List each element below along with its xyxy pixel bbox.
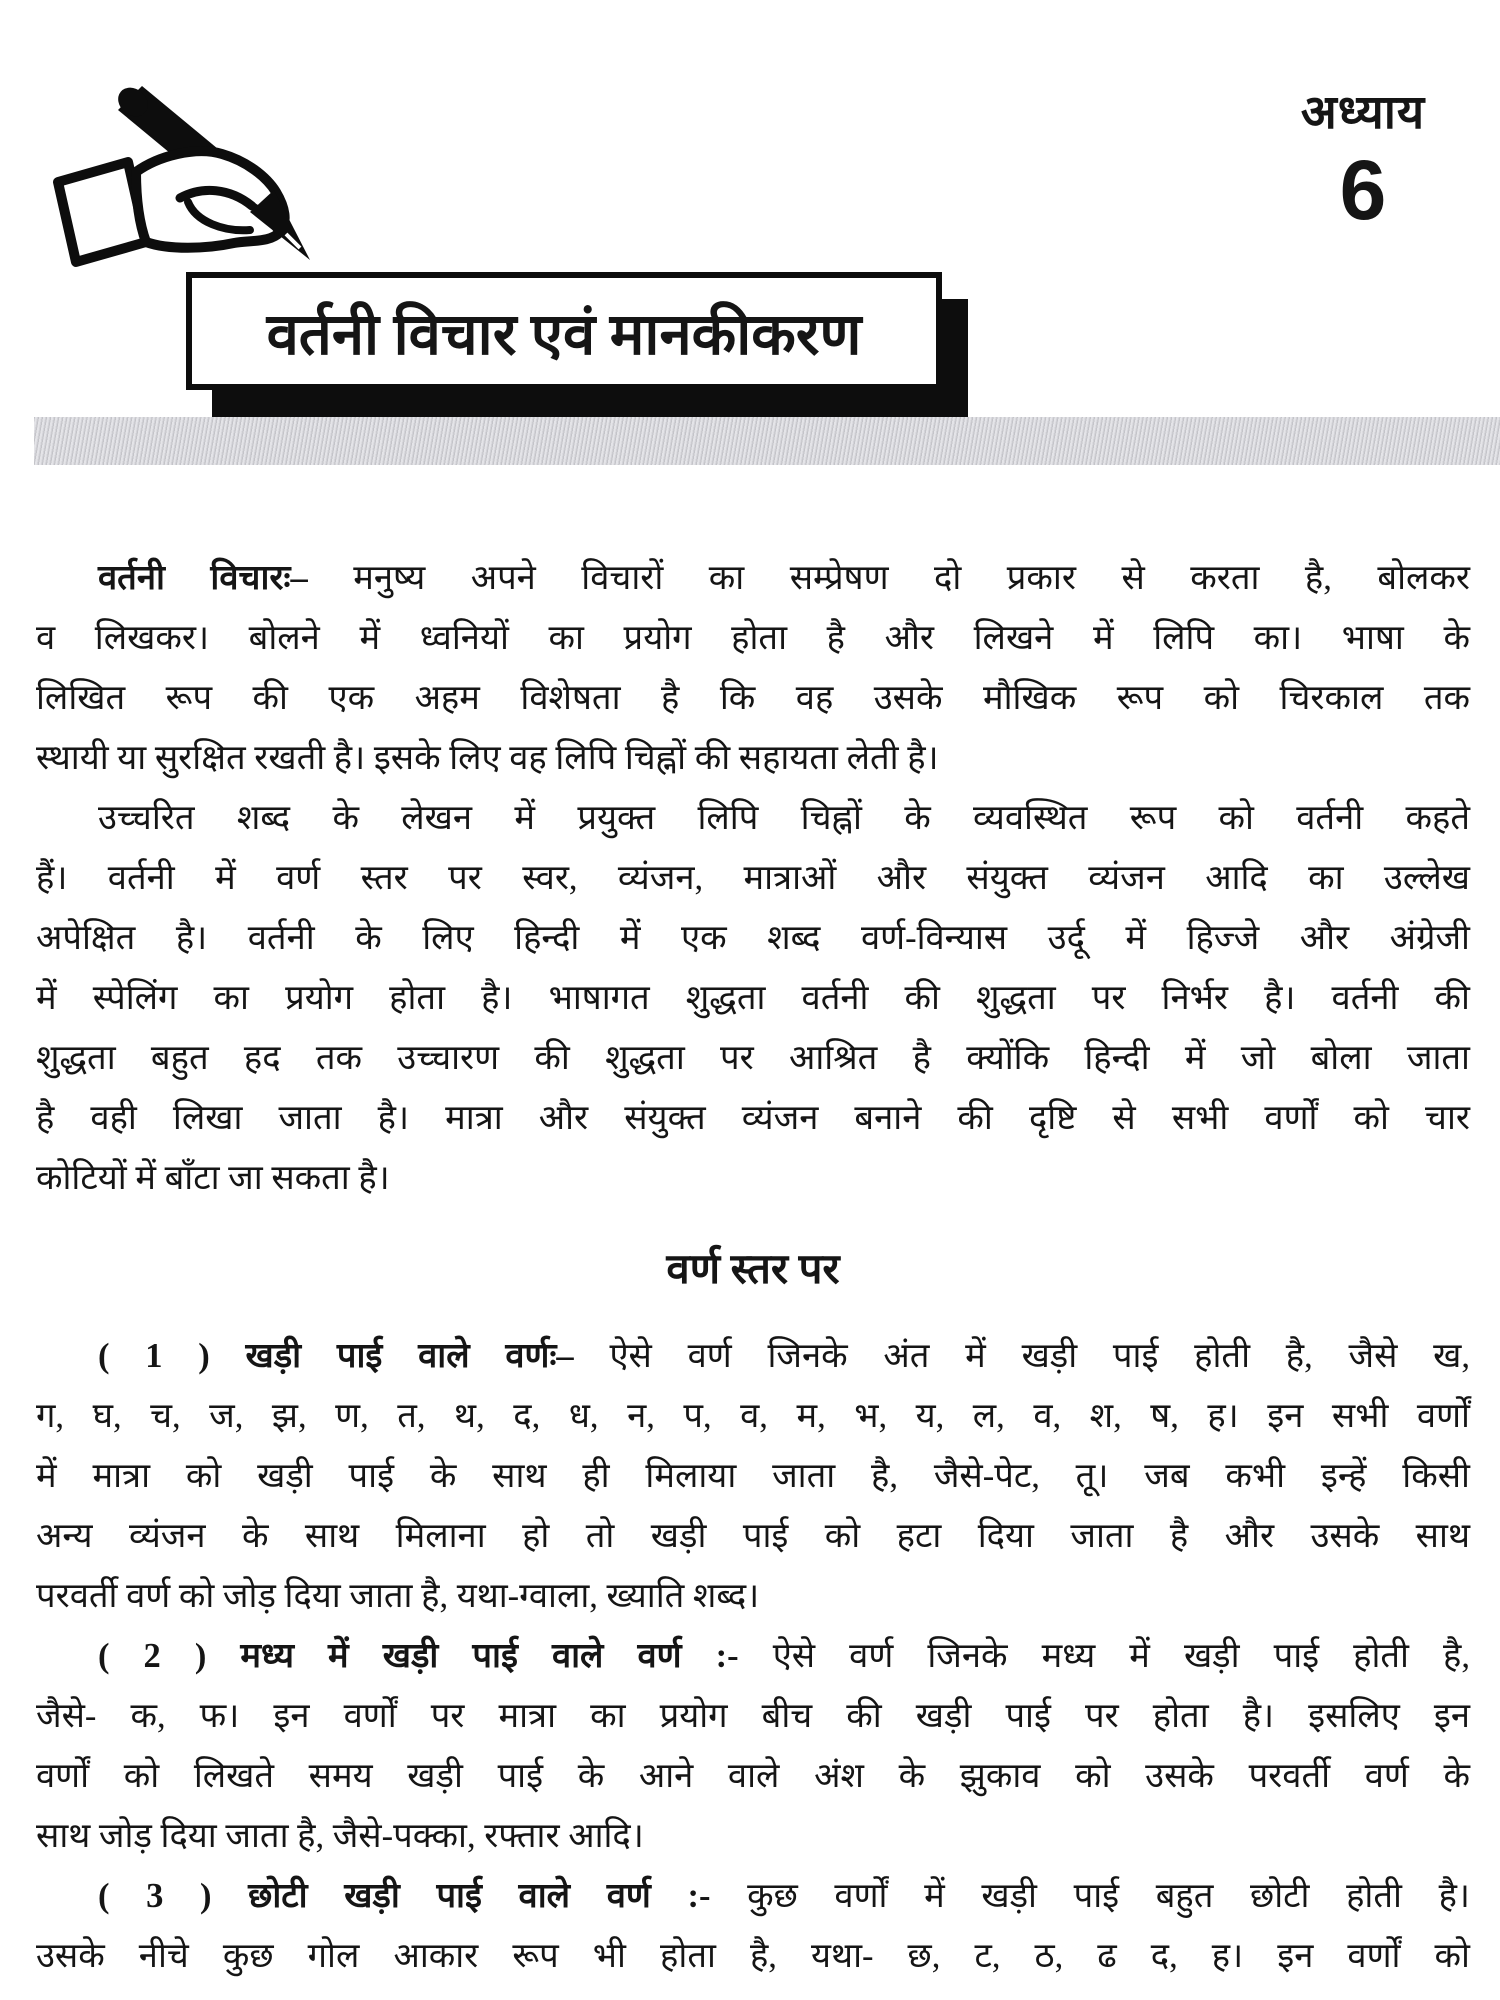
text-line	[36, 1626, 1470, 1686]
paragraph-2	[36, 788, 1470, 1208]
section-heading: वर्ण स्तर पर	[666, 1247, 840, 1293]
hand-writing-pen-icon	[38, 80, 338, 275]
text-line-rest: ऐसे वर्ण जिनके अंत में खड़ी पाई होती है, जैसे ख,	[573, 1337, 1470, 1375]
point-3	[36, 1866, 1470, 1986]
text-line-rest: मनुष्य अपने विचारों का सम्प्रेषण दो प्रकार से करता है, बोलकर	[307, 559, 1470, 597]
text-line	[36, 548, 1470, 608]
chapter-number: 6	[1339, 142, 1387, 237]
text-line	[36, 1866, 1470, 1926]
point-lead: ( 2 ) मध्य में खड़ी पाई वाले वर्ण :-	[98, 1637, 739, 1675]
text-line: लिखित रूप की एक अहम विशेषता है कि वह उसके मौखिक रूप को चिरकाल तक	[36, 679, 1470, 717]
text-line-rest: कुछ वर्णों में खड़ी पाई बहुत छोटी होती है।	[710, 1877, 1470, 1915]
point-1	[36, 1326, 1470, 1626]
text-line: में मात्रा को खड़ी पाई के साथ ही मिलाया जाता है, जैसे-पेट, तू। जब कभी इन्हें किसी	[36, 1457, 1470, 1495]
text-line: है वही लिखा जाता है। मात्रा और संयुक्त व्यंजन बनाने की दृष्टि से सभी वर्णों को चार	[36, 1099, 1470, 1137]
text-line: उच्चरित शब्द के लेखन में प्रयुक्त लिपि चिह्नों के व्यवस्थित रूप को वर्तनी कहते	[98, 799, 1470, 837]
point-lead: ( 1 ) खड़ी पाई वाले वर्णः–	[98, 1337, 574, 1375]
paragraph-1	[36, 548, 1470, 788]
text-line-rest: ऐसे वर्ण जिनके मध्य में खड़ी पाई होती है,	[738, 1637, 1470, 1675]
text-line: ग, घ, च, ज, झ, ण, त, थ, द, ध, न, प, व, म, भ, य, ल, व, श, ष, ह। इन सभी वर्णों	[36, 1397, 1470, 1435]
text-line: साथ जोड़ दिया जाता है, जैसे-पक्का, रफ्तार आदि।	[36, 1817, 644, 1855]
point-lead: ( 3 ) छोटी खड़ी पाई वाले वर्ण :-	[98, 1877, 711, 1915]
page-header	[0, 0, 1500, 470]
text-line: अपेक्षित है। वर्तनी के लिए हिन्दी में एक शब्द वर्ण-विन्यास उर्दू में हिज्जे और अंग्रेजी	[36, 919, 1470, 957]
chapter-block	[1268, 87, 1458, 237]
text-line: हैं। वर्तनी में वर्ण स्तर पर स्वर, व्यंजन, मात्राओं और संयुक्त व्यंजन आदि का उल्लेख	[36, 859, 1470, 897]
text-line: में स्पेलिंग का प्रयोग होता है। भाषागत शुद्धता वर्तनी की शुद्धता पर निर्भर है। वर्तनी की	[36, 979, 1470, 1017]
decorative-gray-band	[34, 417, 1500, 465]
text-line: वर्णों को लिखते समय खड़ी पाई के आने वाले अंश के झुकाव को उसके परवर्ती वर्ण के	[36, 1757, 1470, 1795]
text-line: जैसे- क, फ। इन वर्णों पर मात्रा का प्रयोग बीच की खड़ी पाई पर होता है। इसलिए इन	[36, 1697, 1470, 1735]
point-2	[36, 1626, 1470, 1866]
text-line: शुद्धता बहुत हद तक उच्चारण की शुद्धता पर आश्रित है क्योंकि हिन्दी में जो बोला जाता	[36, 1039, 1470, 1077]
text-line: अन्य व्यंजन के साथ मिलाना हो तो खड़ी पाई को हटा दिया जाता है और उसके साथ	[36, 1517, 1470, 1555]
chapter-title: वर्तनी विचार एवं मानकीकरण	[266, 301, 862, 367]
text-line: व लिखकर। बोलने में ध्वनियों का प्रयोग होता है और लिखने में लिपि का। भाषा के	[36, 619, 1470, 657]
chapter-title-box	[186, 272, 942, 390]
body-text	[0, 548, 1500, 1986]
text-line: उसके नीचे कुछ गोल आकार रूप भी होता है, यथा- छ, ट, ठ, ढ द, ह। इन वर्णों को	[36, 1937, 1470, 1975]
text-line	[36, 1326, 1470, 1386]
text-line: स्थायी या सुरक्षित रखती है। इसके लिए वह लिपि चिह्नों की सहायता लेती है।	[36, 739, 939, 777]
paragraph-lead: वर्तनी विचारः–	[98, 559, 308, 597]
chapter-label: अध्याय	[1300, 87, 1426, 139]
text-line: कोटियों में बाँटा जा सकता है।	[36, 1159, 390, 1197]
text-line: परवर्ती वर्ण को जोड़ दिया जाता है, यथा-ग्वाला, ख्याति शब्द।	[36, 1577, 760, 1615]
